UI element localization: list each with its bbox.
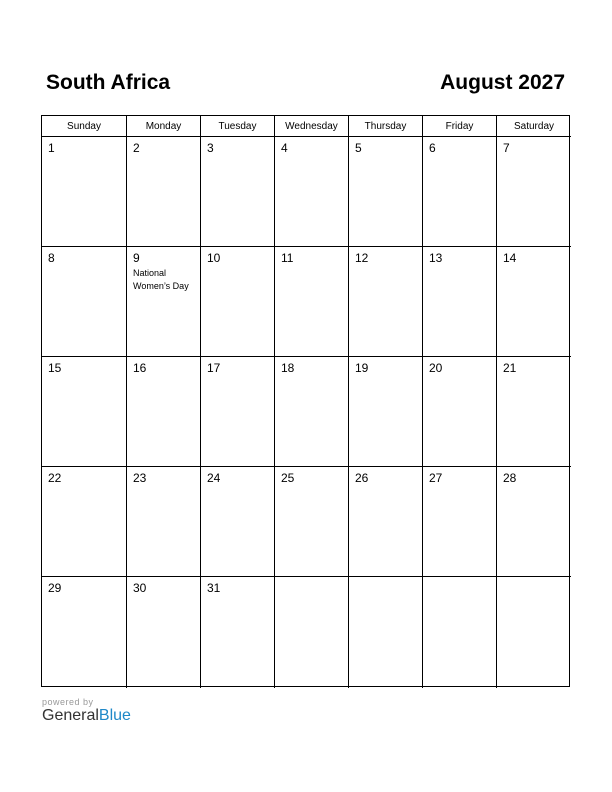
day-number: 22: [48, 471, 62, 485]
day-cell: [201, 357, 275, 467]
day-number: 4: [281, 141, 288, 155]
day-number: 16: [133, 361, 147, 375]
day-number: 23: [133, 471, 147, 485]
day-number: 14: [503, 251, 517, 265]
day-number: 7: [503, 141, 510, 155]
day-number: 31: [207, 581, 221, 595]
weekday-header-monday: Monday: [127, 116, 201, 137]
day-cell: [349, 357, 423, 467]
day-cell: [497, 137, 571, 247]
day-cell: [127, 357, 201, 467]
day-cell: [349, 137, 423, 247]
day-number: 8: [48, 251, 55, 265]
day-number: 27: [429, 471, 443, 485]
empty-day-cell: [275, 577, 349, 688]
day-cell: [201, 137, 275, 247]
day-number: 3: [207, 141, 214, 155]
brand-name-part1: General: [42, 707, 99, 724]
day-cell: [42, 137, 127, 247]
day-cell: [497, 467, 571, 577]
weekday-header-friday: Friday: [423, 116, 497, 137]
day-cell: [423, 247, 497, 357]
day-cell: [275, 137, 349, 247]
weekday-header-thursday: Thursday: [349, 116, 423, 137]
calendar-grid: [41, 115, 570, 687]
day-cell: [127, 247, 201, 357]
day-cell: [42, 357, 127, 467]
day-cell: [201, 467, 275, 577]
day-cell: [275, 247, 349, 357]
day-cell: [423, 467, 497, 577]
day-number: 11: [281, 251, 294, 265]
day-cell: [42, 467, 127, 577]
day-number: 29: [48, 581, 62, 595]
day-number: 9: [133, 251, 140, 265]
day-cell: [127, 577, 201, 688]
day-cell: [201, 577, 275, 688]
country-title: South Africa: [46, 71, 171, 94]
empty-day-cell: [349, 577, 423, 688]
day-cell: [42, 577, 127, 688]
day-number: 19: [355, 361, 369, 375]
day-number: 17: [207, 361, 221, 375]
empty-day-cell: [497, 577, 571, 688]
day-number: 30: [133, 581, 147, 595]
day-cell: [423, 357, 497, 467]
day-cell: [275, 467, 349, 577]
day-cell: [497, 357, 571, 467]
weekday-header-sunday: Sunday: [42, 116, 127, 137]
day-number: 21: [503, 361, 517, 375]
empty-day-cell: [423, 577, 497, 688]
day-cell: [42, 247, 127, 357]
day-cell: [349, 247, 423, 357]
day-number: 26: [355, 471, 369, 485]
brand-logo: [42, 707, 131, 725]
day-cell: [497, 247, 571, 357]
weekday-header-saturday: Saturday: [497, 116, 571, 137]
day-cell: [349, 467, 423, 577]
day-cell: [423, 137, 497, 247]
day-number: 18: [281, 361, 295, 375]
day-cell: [275, 357, 349, 467]
day-number: 5: [355, 141, 362, 155]
day-number: 20: [429, 361, 443, 375]
holiday-label: National Women’s Day: [133, 268, 189, 291]
day-number: 28: [503, 471, 517, 485]
powered-by-text: powered by: [42, 697, 94, 707]
day-number: 2: [133, 141, 140, 155]
footer-branding: [42, 697, 131, 725]
weekday-header-wednesday: Wednesday: [275, 116, 349, 137]
day-number: 1: [48, 141, 55, 155]
day-number: 6: [429, 141, 436, 155]
day-number: 15: [48, 361, 62, 375]
day-number: 10: [207, 251, 221, 265]
day-cell: [201, 247, 275, 357]
brand-name-part2: Blue: [98, 707, 131, 724]
day-cell: [127, 467, 201, 577]
day-number: 24: [207, 471, 221, 485]
day-cell: [127, 137, 201, 247]
weekday-header-tuesday: Tuesday: [201, 116, 275, 137]
day-number: 25: [281, 471, 295, 485]
day-number: 13: [429, 251, 443, 265]
month-year-title: August 2027: [440, 71, 565, 94]
day-number: 12: [355, 251, 369, 265]
